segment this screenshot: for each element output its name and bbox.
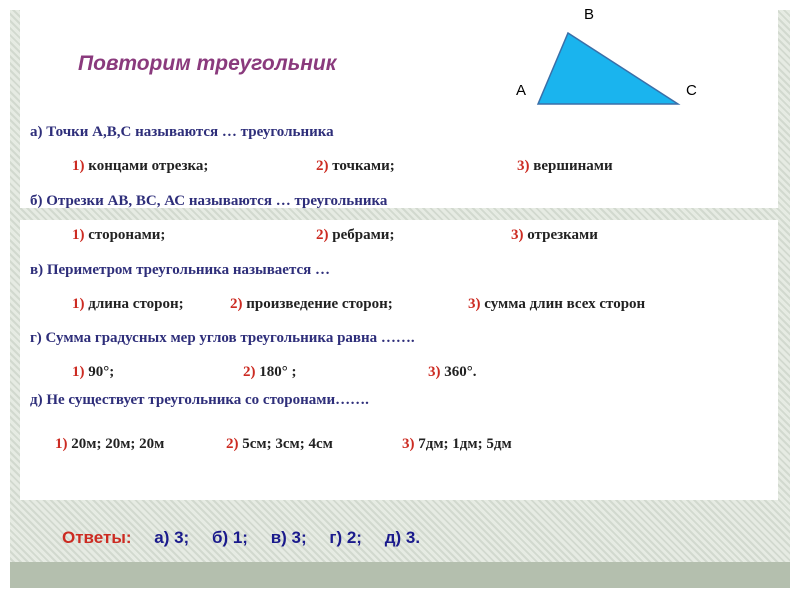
answers-line [62, 525, 542, 550]
question-a-option-3: 3) вершинами [517, 158, 613, 174]
answer-d: д) 3. [384, 528, 421, 547]
answers-lead: Ответы: [62, 528, 132, 547]
question-b-option-2: 2) ребрами; [316, 227, 395, 243]
answer-b: б) 1; [211, 528, 248, 547]
vertex-b-label: B [584, 6, 595, 23]
answer-a: а) 3; [154, 528, 190, 547]
answer-v: в) 3; [270, 528, 307, 547]
question-d-option-2: 2) 5см; 3см; 4см [226, 436, 333, 452]
question-g: г) Сумма градусных мер углов треугольника равна ……. [30, 330, 415, 346]
question-a-option-2: 2) точками; [316, 158, 395, 174]
slide-title: Повторим треугольник [78, 52, 337, 75]
question-d-option-1: 1) 20м; 20м; 20м [55, 436, 165, 452]
question-b: б) Отрезки АВ, ВС, АС называются … треугольника [30, 193, 388, 209]
question-g-option-2: 2) 180° ; [243, 364, 297, 380]
question-a: а) Точки А,В,С называются … треугольника [30, 124, 334, 140]
vertex-a-label: A [516, 82, 527, 99]
triangle-shape [538, 33, 678, 104]
question-a-option-1: 1) концами отрезка; [72, 158, 209, 174]
vertex-c-label: C [686, 82, 697, 99]
question-v: в) Периметром треугольника называется … [30, 262, 331, 278]
question-d: д) Не существует треугольника со сторонами……. [30, 392, 369, 408]
question-g-option-3: 3) 360°. [428, 364, 477, 380]
question-v-option-2: 2) произведение сторон; [230, 296, 393, 312]
question-b-option-1: 1) сторонами; [72, 227, 166, 243]
answer-g: г) 2; [329, 528, 362, 547]
question-d-option-3: 3) 7дм; 1дм; 5дм [402, 436, 512, 452]
question-b-option-3: 3) отрезками [511, 227, 598, 243]
question-g-option-1: 1) 90°; [72, 364, 115, 380]
question-v-option-1: 1) длина сторон; [72, 296, 184, 312]
question-v-option-3: 3) сумма длин всех сторон [468, 296, 646, 312]
